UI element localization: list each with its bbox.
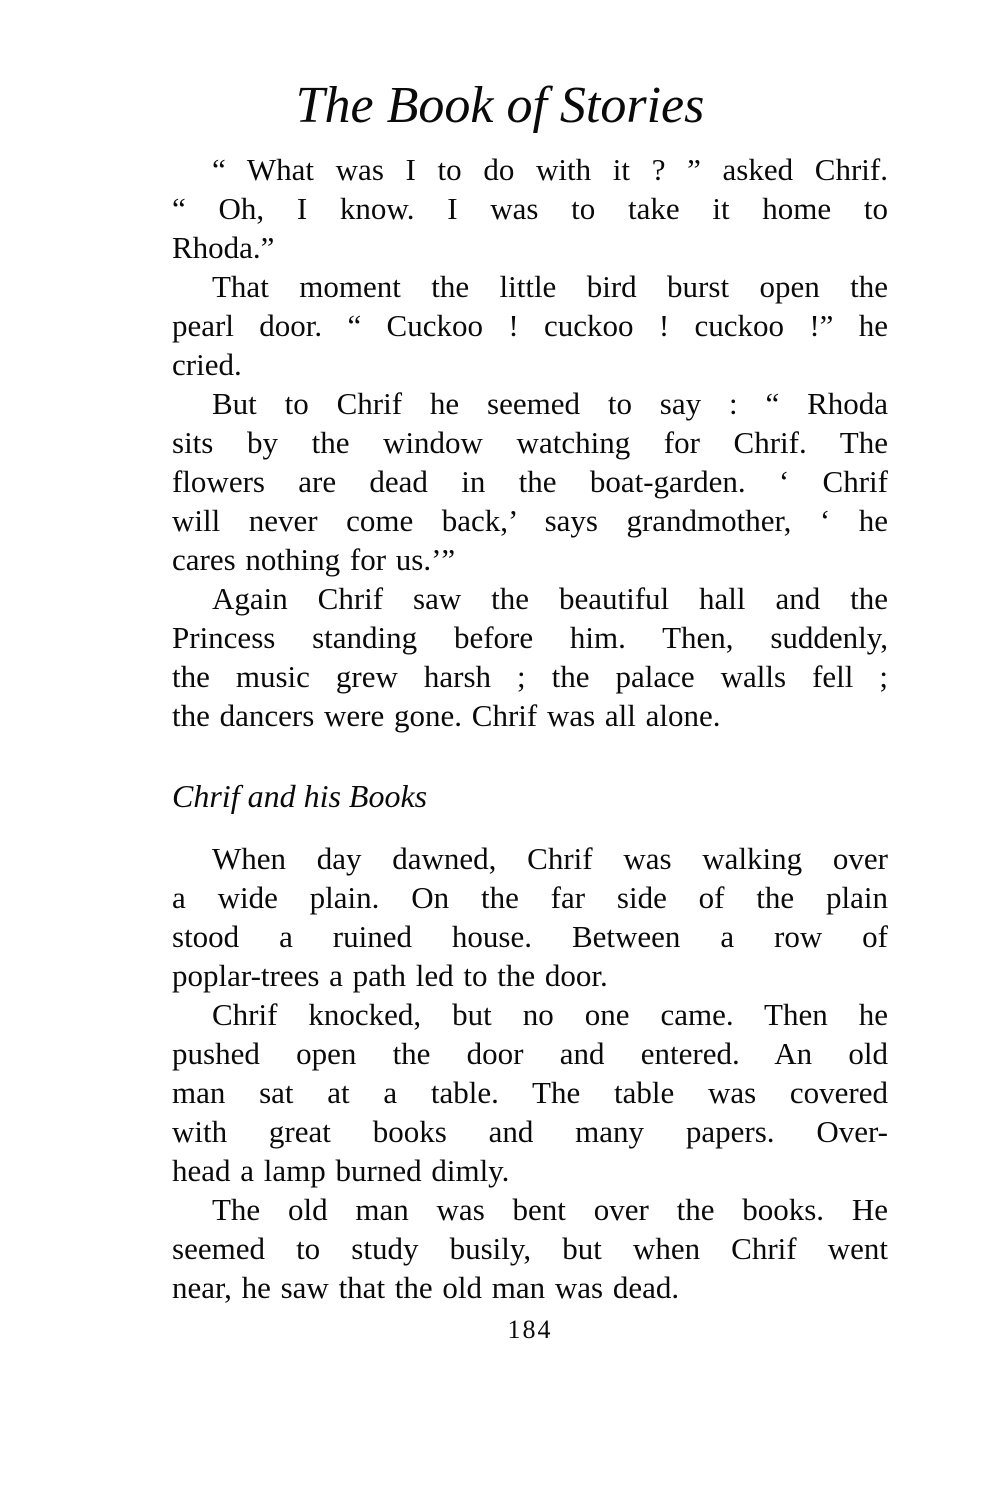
text-line: But to Chrif he seemed to say : “ Rhoda bbox=[212, 386, 888, 421]
text-line: Rhoda.” bbox=[172, 230, 275, 265]
paragraph bbox=[172, 1190, 888, 1307]
text-line: Chrif knocked, but no one came. Then he bbox=[212, 997, 888, 1032]
text-line: the dancers were gone. Chrif was all alone. bbox=[172, 698, 721, 733]
text-line: seemed to study busily, but when Chrif went bbox=[172, 1231, 888, 1266]
text-line: When day dawned, Chrif was walking over bbox=[212, 841, 888, 876]
text-line: pushed open the door and entered. An old bbox=[172, 1036, 888, 1071]
text-line: will never come back,’ says grandmother, ‘ he bbox=[172, 503, 888, 538]
text-line: near, he saw that the old man was dead. bbox=[172, 1270, 680, 1305]
text-line: Princess standing before him. Then, suddenly, bbox=[172, 620, 888, 655]
text-line: “ Oh, I know. I was to take it home to bbox=[172, 191, 888, 226]
paragraph bbox=[172, 579, 888, 735]
text-line: the music grew harsh ; the palace walls fell ; bbox=[172, 659, 888, 694]
paragraph bbox=[172, 267, 888, 384]
paragraph bbox=[172, 384, 888, 579]
section-heading: Chrif and his Books bbox=[172, 778, 428, 814]
text-line: poplar-trees a path led to the door. bbox=[172, 958, 608, 993]
text-line: man sat at a table. The table was covered bbox=[172, 1075, 888, 1110]
page-title: The Book of Stories bbox=[295, 77, 705, 134]
text-line: Again Chrif saw the beautiful hall and the bbox=[212, 581, 888, 616]
text-line: with great books and many papers. Over- bbox=[172, 1114, 888, 1149]
text-line: The old man was bent over the books. He bbox=[212, 1192, 888, 1227]
text-line: “ What was I to do with it ? ” asked Chrif. bbox=[212, 152, 888, 187]
text-line: cried. bbox=[172, 347, 242, 382]
text-line: flowers are dead in the boat-garden. ‘ Chrif bbox=[172, 464, 888, 499]
paragraph bbox=[172, 995, 888, 1190]
text-line: cares nothing for us.’” bbox=[172, 542, 456, 577]
text-column bbox=[172, 150, 888, 1346]
page-number: 184 bbox=[507, 1315, 553, 1344]
text-line: stood a ruined house. Between a row of bbox=[172, 919, 888, 954]
paragraph bbox=[172, 839, 888, 995]
text-line: sits by the window watching for Chrif. The bbox=[172, 425, 888, 460]
text-line: head a lamp burned dimly. bbox=[172, 1153, 510, 1188]
text-line: That moment the little bird burst open the bbox=[212, 269, 888, 304]
text-line: pearl door. “ Cuckoo ! cuckoo ! cuckoo !” he bbox=[172, 308, 888, 343]
text-line: a wide plain. On the far side of the plain bbox=[172, 880, 888, 915]
paragraph bbox=[172, 150, 888, 267]
